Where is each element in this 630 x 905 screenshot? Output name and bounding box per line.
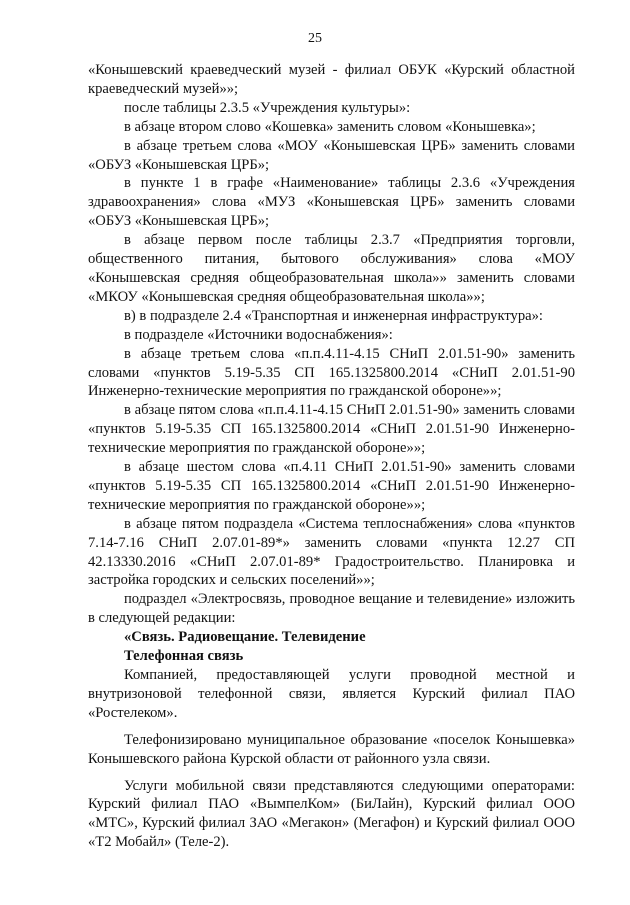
paragraph: Услуги мобильной связи представляются следующими операторами: Курский филиал ПАО «ВымпелКом» (БиЛайн), Курский филиал ООО «МТС», Курский филиал ЗАО «Мегакон» (Мегафон) и Курский филиал ООО «Т2 Мобайл» (Теле-2).: [88, 777, 575, 851]
paragraph: в абзаце первом после таблицы 2.3.7 «Предприятия торговли, общественного питания, бытового обслуживания» слова «МОУ «Конышевская средняя общеобразовательная школа»» заменить словами «МКОУ «Конышевская средняя общеобразовательная школа»»;: [88, 232, 575, 305]
section-heading: «Связь. Радиовещание. Телевидение: [124, 629, 366, 646]
paragraph: в абзаце шестом слова «п.4.11 СНиП 2.01.51-90» заменить словами «пунктов 5.19-5.35 СП 165.1325800.2014 «СНиП 2.01.51-90 Инженерно-технические мероприятия по гражданской обороне»»;: [88, 459, 575, 513]
paragraph: после таблицы 2.3.5 «Учреждения культуры»:: [124, 99, 411, 116]
paragraph: в абзаце пятом слова «п.п.4.11-4.15 СНиП 2.01.51-90» заменить словами «пунктов 5.19-5.35 СП 165.1325800.2014 «СНиП 2.01.51-90 Инженерно-технические мероприятия по гражданской обороне»»;: [88, 402, 575, 457]
page-number: 25: [308, 31, 322, 46]
paragraph: подраздел «Электросвязь, проводное вещание и телевидение» изложить в следующей редакции:: [88, 591, 575, 627]
paragraph: Компанией, предоставляющей услуги проводной местной и внутризоновой телефонной связи, является Курский филиал ПАО «Ростелеком».: [88, 667, 575, 721]
paragraph: в пункте 1 в графе «Наименование» таблицы 2.3.6 «Учреждения здравоохранения» слова «МУЗ «Конышевская ЦРБ» заменить словами «ОБУЗ «Конышевская ЦРБ»;: [88, 175, 575, 230]
paragraph: в) в подразделе 2.4 «Транспортная и инженерная инфраструктура»:: [124, 307, 543, 324]
document-body: [88, 61, 575, 852]
paragraph: «Конышевский краеведческий музей - филиал ОБУК «Курский областной краеведческий музей»»;: [88, 62, 575, 97]
paragraph: в абзаце третьем слова «п.п.4.11-4.15 СНиП 2.01.51-90» заменить словами «пунктов 5.19-5.35 СП 165.1325800.2014 «СНиП 2.01.51-90 Инженерно-технические мероприятия по гражданской обороне»»;: [88, 345, 575, 400]
paragraph: в абзаце втором слово «Кошевка» заменить словом «Конышевка»;: [124, 118, 536, 135]
paragraph: в абзаце пятом подраздела «Система теплоснабжения» слова «пунктов 7.14-7.16 СНиП 2.07.01-89*» заменить словами «пункта 12.27 СП 42.13330.2016 «СНиП 2.07.01-89* Градостроительство. Планировка и застройка городских и сельских поселений»»;: [88, 515, 575, 589]
paragraph: в абзаце третьем слова «МОУ «Конышевская ЦРБ» заменить словами «ОБУЗ «Конышевская ЦРБ»;: [88, 137, 575, 173]
subsection-heading: Телефонная связь: [124, 648, 244, 665]
paragraph: Телефонизировано муниципальное образование «поселок Конышевка» Конышевского района Курской области от районного узла связи.: [88, 731, 575, 767]
paragraph: в подразделе «Источники водоснабжения»:: [124, 326, 393, 343]
